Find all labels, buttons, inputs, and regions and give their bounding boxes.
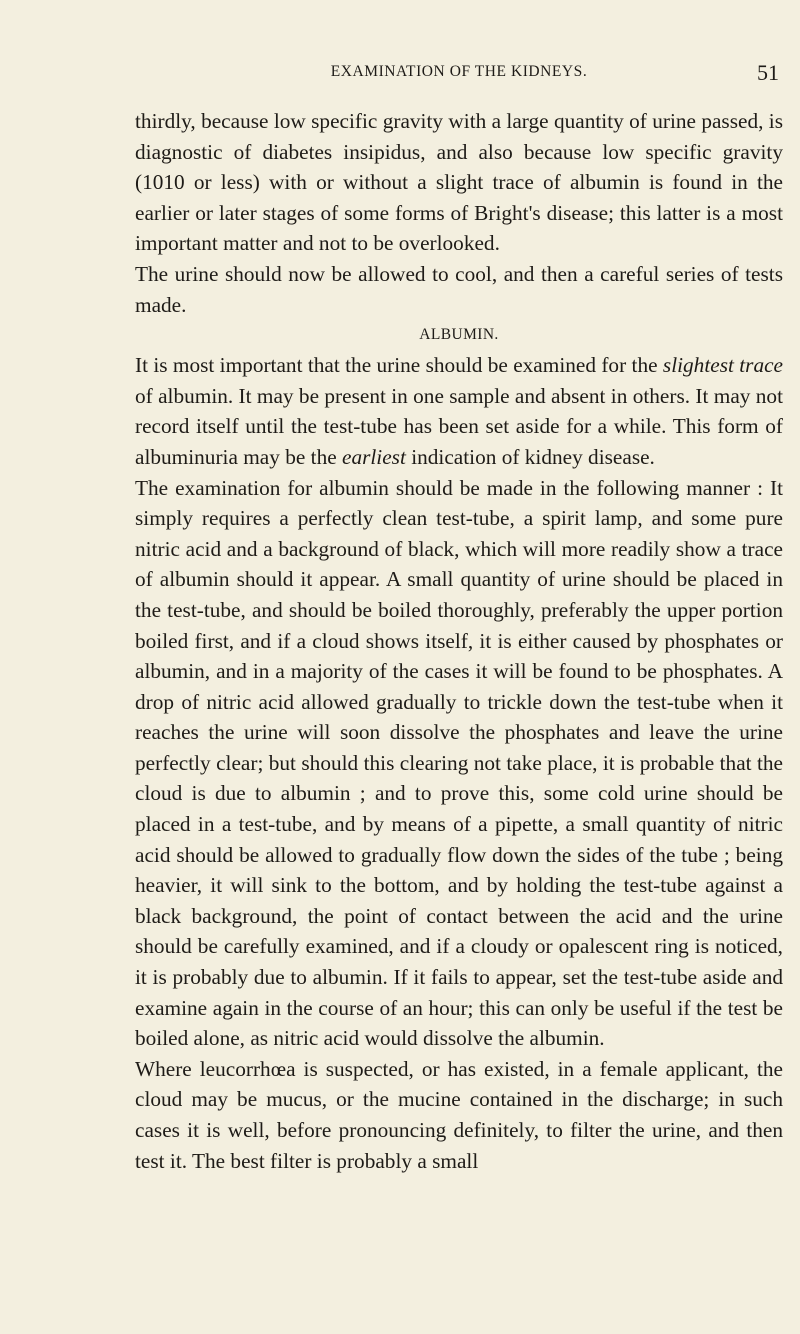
page-number: 51 [757,60,779,85]
running-head [135,60,783,87]
body-text [135,106,783,1176]
paragraph-examination-method: The examination for albumin should be made in the following manner : It simply requires a perfectly clean test-tube, a spirit lamp, and some pure nitric acid and a background of black, which will more readily show a trace of albumin should it appear. A small quantity of urine should be placed in the test-tube, and should be boiled thoroughly, preferably the upper portion boiled first, and if a cloud shows itself, it is either caused by phosphates or albumin, and in a majority of the cases it will be found to be phosphates. A drop of nitric acid allowed gradually to trickle down the test-tube when it reaches the urine will soon dissolve the phosphates and leave the urine perfectly clear; but should this clearing not take place, it is probable that the cloud is due to albumin ; and to prove this, some cold urine should be placed in a test-tube, and by means of a pipette, a small quantity of nitric acid should be allowed to gradually flow down the sides of the tube ; being heavier, it will sink to the bottom, and by holding the test-tube against a black background, the point of contact between the acid and the urine should be carefully examined, and if a cloudy or opalescent ring is noticed, it is probably due to albumin. If it fails to appear, set the test-tube aside and examine again in the course of an hour; this can only be useful if the test be boiled alone, as nitric acid would dissolve the albumin. [135,475,783,1051]
italic-phrase: slightest trace [662,353,784,378]
running-title: EXAMINATION OF THE KIDNEYS. [330,63,588,80]
section-title: ALBUMIN. [419,326,499,344]
paragraph-continuation: thirdly, because low specific gravity with a large quantity of urine passed, is diagnostic of diabetes insipidus, and also because low specific gravity (1010 or less) with or without a slight trace of albumin is found in the earlier or later stages of some forms of Bright's disease; this latter is a most important matter and not to be overlooked. [135,109,783,256]
paragraph-text: It is most important that the urine should be examined for the [135,353,663,378]
paragraph-text: of albumin. It may be present in one sample and absent in others. It may not record itself until the test-tube has been set aside for a while. This form of albuminuria may be the [135,383,783,469]
paragraph-leucorrhoea: Where leucorrhœa is suspected, or has existed, in a female applicant, the cloud may be mucus, or the mucine contained in the discharge; in such cases it is well, before pronouncing definitely, to filter the urine, and then test it. The best filter is probably a small [135,1056,783,1173]
paragraph-cooling: The urine should now be allowed to cool, and then a careful series of tests made. [135,261,783,317]
italic-phrase: earliest [342,444,406,469]
paragraph-albumin-importance [135,350,783,472]
paragraph-text: indication of kidney disease. [405,444,655,469]
